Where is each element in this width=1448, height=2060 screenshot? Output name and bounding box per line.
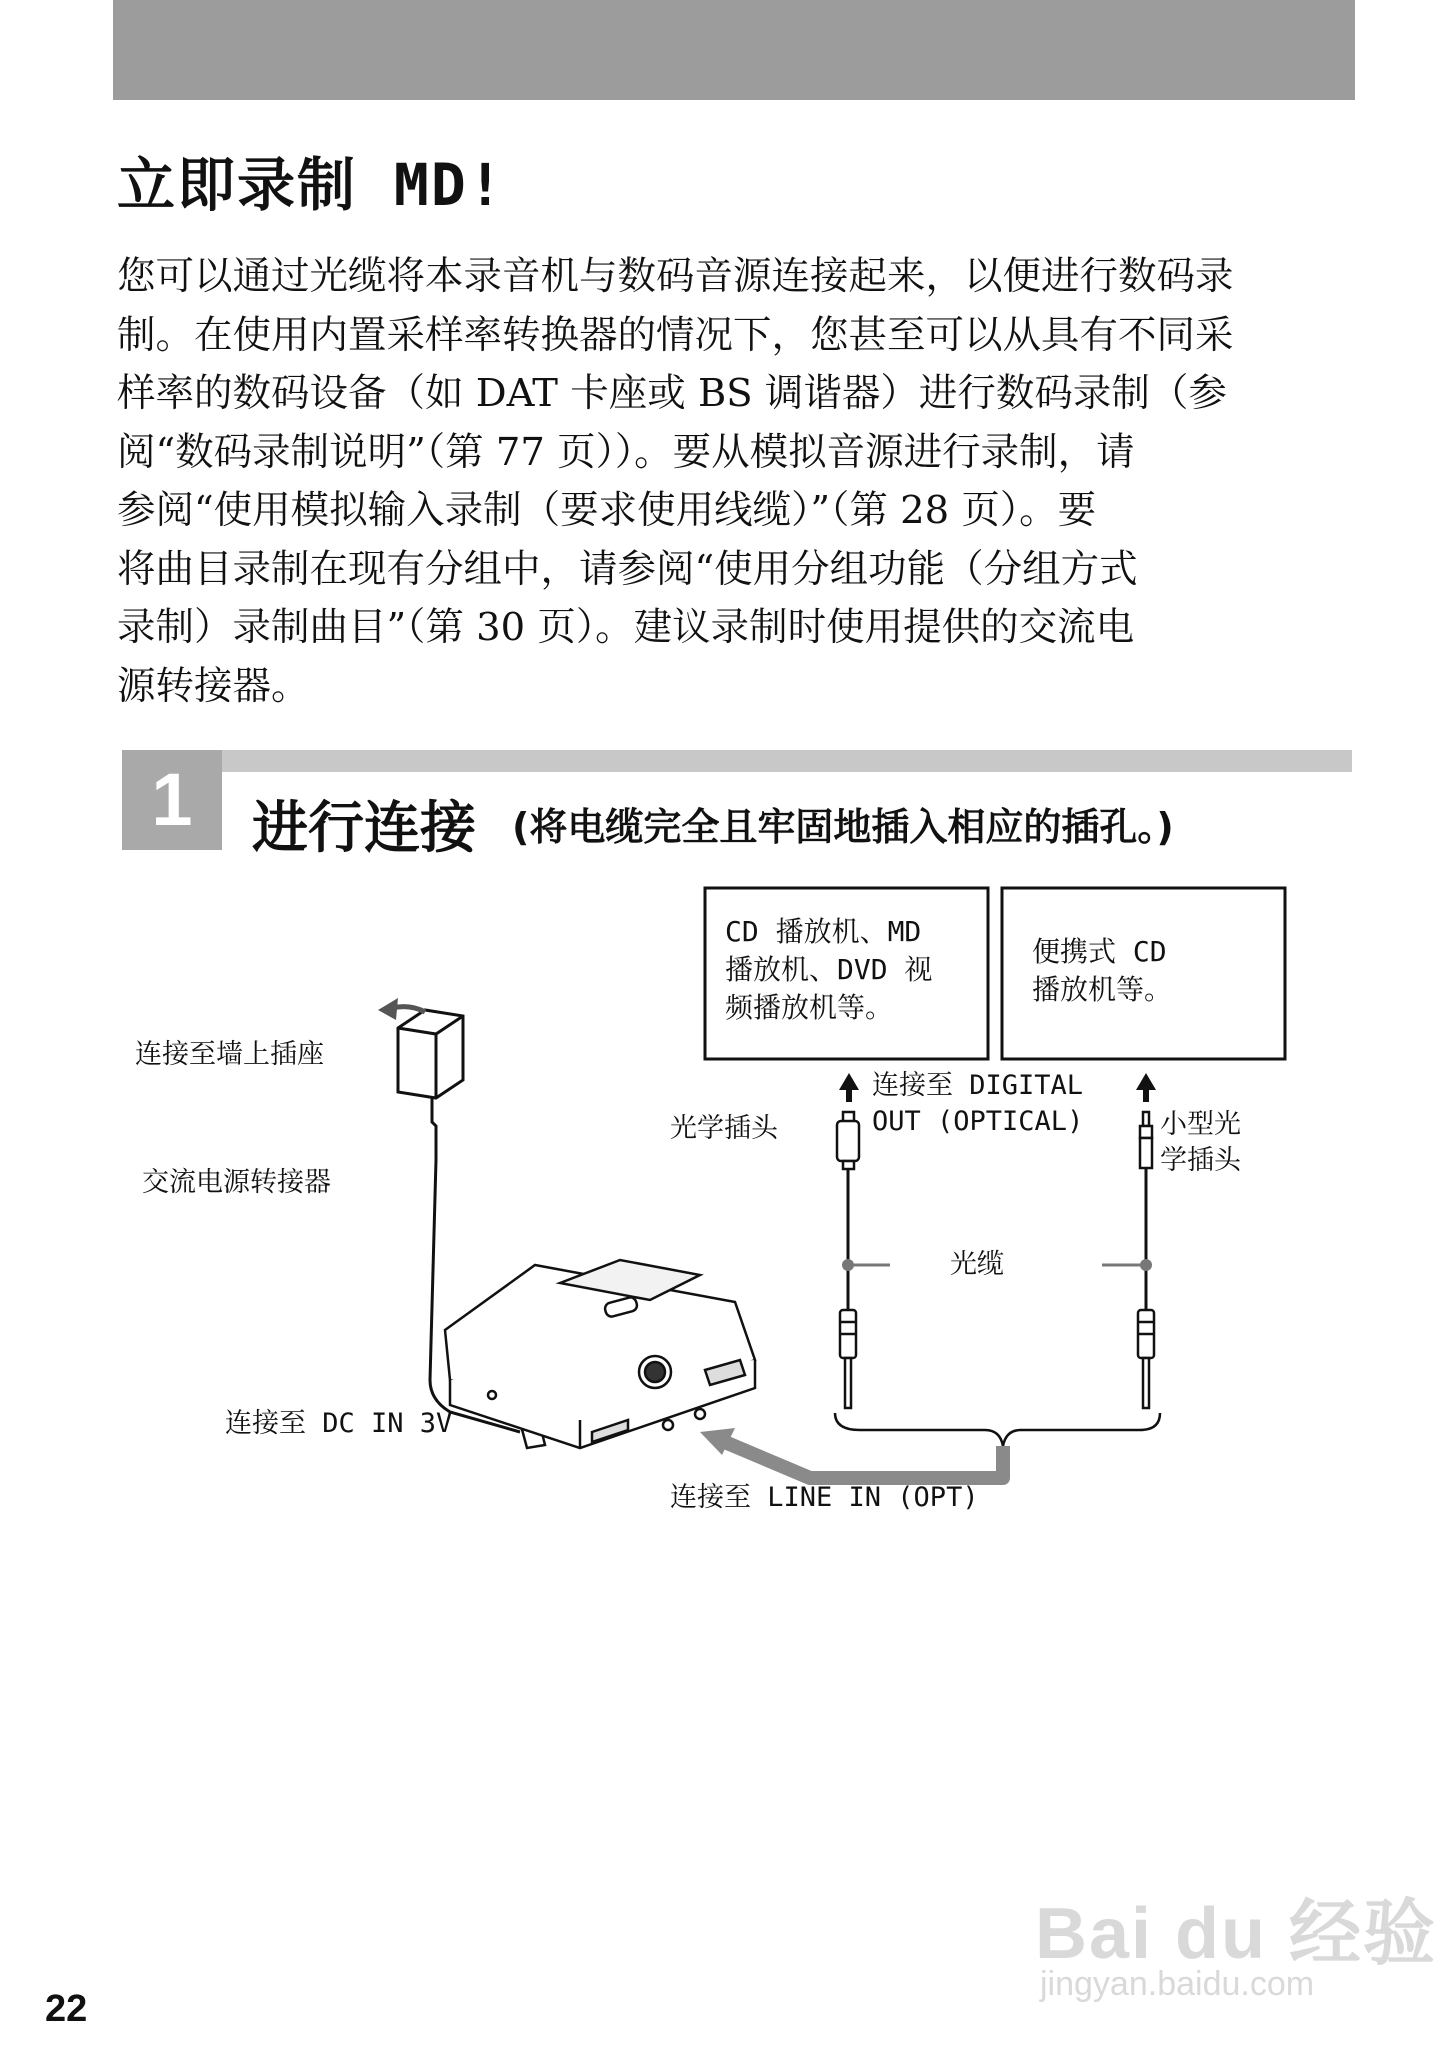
box-right-line: 播放机等。 bbox=[1032, 973, 1173, 1006]
box-left-line: CD 播放机、MD bbox=[725, 915, 922, 948]
intro-line: 源转接器。 bbox=[117, 663, 310, 709]
ac-adaptor-label: 交流电源转接器 bbox=[142, 1167, 331, 1198]
mini-plug-icon bbox=[1140, 1112, 1152, 1168]
plug-icon bbox=[1138, 1310, 1154, 1408]
step-number: 1 bbox=[151, 758, 193, 841]
box-right-line: 便携式 CD bbox=[1032, 935, 1167, 968]
watermark-logo: Bai du 经验 bbox=[1035, 1894, 1438, 1974]
optical-cable-label: 光缆 bbox=[950, 1249, 1004, 1280]
page-title: 立即录制 MD! bbox=[117, 151, 505, 219]
plug-icon bbox=[840, 1310, 856, 1408]
watermark-url: jingyan.baidu.com bbox=[1040, 1965, 1315, 2003]
intro-line: 您可以通过光缆将本录音机与数码音源连接起来，以便进行数码录 bbox=[117, 254, 1234, 299]
mini-plug-label: 学插头 bbox=[1160, 1145, 1241, 1176]
dc-in-label: 连接至 DC IN 3V bbox=[225, 1408, 453, 1439]
intro-line: 将曲目录制在现有分组中，请参阅“使用分组功能（分组方式 bbox=[117, 546, 1138, 592]
box-left-line: 播放机、DVD 视 bbox=[725, 953, 933, 986]
step-note: (将电缆完全且牢固地插入相应的插孔。) bbox=[512, 805, 1174, 849]
intro-line: 制。在使用内置采样率转换器的情况下，您甚至可以从具有不同采 bbox=[117, 312, 1234, 358]
md-recorder-icon bbox=[445, 1260, 755, 1448]
box-left-line: 频播放机等。 bbox=[725, 991, 894, 1024]
line-in-arrow bbox=[720, 1440, 1003, 1478]
intro-line: 样率的数码设备（如 DAT 卡座或 BS 调谐器）进行数码录制（参 bbox=[117, 371, 1227, 416]
intro-line: 阅“数码录制说明”（第 77 页））。要从模拟音源进行录制，请 bbox=[117, 429, 1135, 475]
intro-line: 录制）录制曲目”（第 30 页）。建议录制时使用提供的交流电 bbox=[117, 605, 1135, 650]
wall-outlet-label: 连接至墙上插座 bbox=[135, 1039, 324, 1070]
arrow-up-icon bbox=[839, 1073, 859, 1102]
page-number: 22 bbox=[45, 1988, 88, 2030]
mini-plug-label: 小型光 bbox=[1160, 1109, 1241, 1140]
step-title: 进行连接 bbox=[252, 796, 476, 861]
intro-line: 参阅“使用模拟输入录制（要求使用线缆）”（第 28 页）。要 bbox=[117, 488, 1097, 533]
line-in-label: 连接至 LINE IN (OPT) bbox=[670, 1482, 979, 1513]
brace-icon bbox=[835, 1413, 1160, 1446]
optical-plug-icon bbox=[837, 1112, 859, 1169]
ac-adaptor-icon bbox=[398, 1010, 463, 1098]
optical-plug-label: 光学插头 bbox=[670, 1113, 778, 1144]
arrow-up-icon bbox=[1136, 1073, 1156, 1102]
digital-out-label: OUT (OPTICAL) bbox=[872, 1106, 1084, 1137]
digital-out-label: 连接至 DIGITAL bbox=[872, 1070, 1084, 1101]
